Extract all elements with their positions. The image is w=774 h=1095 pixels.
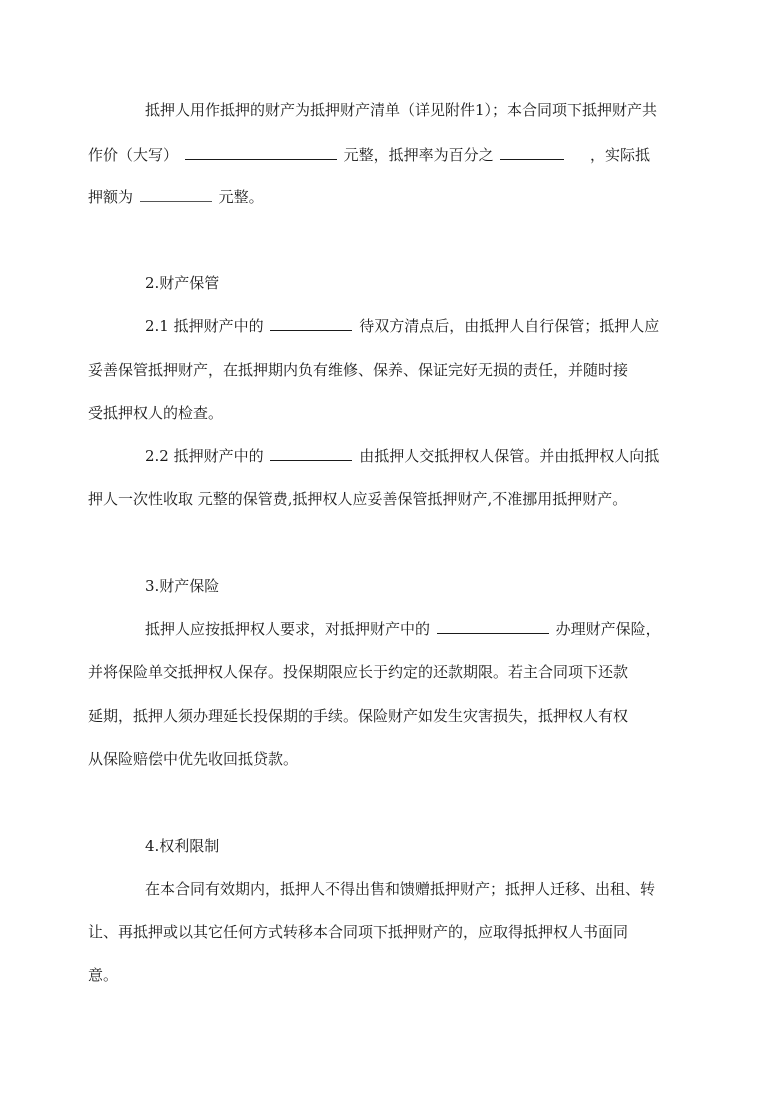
section-heading-2 [145,273,219,293]
s3-text-1a: 抵押人应按抵押权人要求，对抵押财产中的 [145,620,431,638]
s3-text-2: 并将保险单交抵押权人保存。投保期限应长于约定的还款期限。若主合同项下还款 [88,663,629,681]
s1-text-3a: 押额为 [88,188,134,206]
blank-self-keep-property[interactable] [270,316,352,331]
s2-p1-text-1a: 2.1 抵押财产中的 [145,317,264,335]
s1-line1 [145,100,657,120]
s2-p1-line3 [88,403,223,423]
blank-mortgage-rate[interactable] [500,145,564,160]
s4-line1 [145,879,655,899]
section-heading-3 [145,576,219,596]
blank-mortgage-amount[interactable] [140,187,212,202]
s2-p2-line2 [88,489,627,509]
s2-p1-text-1b: 待双方清点后，由抵押人自行保管；抵押人应 [359,317,660,335]
s1-line3 [88,187,264,207]
section-heading-4 [145,836,219,856]
s1-text-2c: ，实际抵 [589,146,650,164]
heading-text-3: 3.财产保险 [145,577,220,595]
s4-text-3: 意。 [88,966,119,984]
s3-line2 [88,662,628,682]
s2-p1-text-2: 妥善保管抵押财产，在抵押期内负有维修、保养、保证完好无损的责任，并随时接 [88,361,629,379]
s2-p1-line1 [145,316,659,336]
s2-p2-text-1a: 2.2 抵押财产中的 [145,447,264,465]
s3-text-3: 延期，抵押人须办理延长投保期的手续。保险财产如发生灾害损失，抵押权人有权 [88,707,629,725]
s3-text-4: 从保险赔偿中优先收回抵贷款。 [88,750,299,768]
s4-line2 [88,922,628,942]
blank-insured-property[interactable] [437,619,549,634]
s1-text-2a: 作价（大写） [88,146,179,164]
s4-text-1: 在本合同有效期内，抵押人不得出售和馈赠抵押财产；抵押人迁移、出租、转 [145,880,656,898]
s1-text-1: 抵押人用作抵押的财产为抵押财产清单（详见附件1）；本合同项下抵押财产共 [145,101,658,119]
s1-text-2b: 元整，抵押率为百分之 [343,146,494,164]
s4-text-2: 让、再抵押或以其它任何方式转移本合同项下抵押财产的，应取得抵押权人书面同 [88,923,629,941]
s3-line3 [88,706,628,726]
s4-line3 [88,965,118,985]
s1-line2 [88,145,650,165]
s2-p1-line2 [88,360,628,380]
s3-line4 [88,749,298,769]
s2-p2-text-2: 押人一次性收取 元整的保管费,抵押权人应妥善保管抵押财产,不准挪用抵押财产。 [88,490,628,508]
blank-mortgagee-keep-property[interactable] [270,446,352,461]
s2-p2-line1 [145,446,659,466]
s3-line1 [145,619,661,639]
heading-text-4: 4.权利限制 [145,837,220,855]
s1-text-3b: 元整。 [218,188,264,206]
s2-p2-text-1b: 由抵押人交抵押权人保管。并由抵押权人向抵 [359,447,660,465]
blank-total-value[interactable] [185,145,337,160]
s2-p1-text-3: 受抵押权人的检查。 [88,404,224,422]
s3-text-1b: 办理财产保险， [555,620,661,638]
heading-text-2: 2.财产保管 [145,274,220,292]
